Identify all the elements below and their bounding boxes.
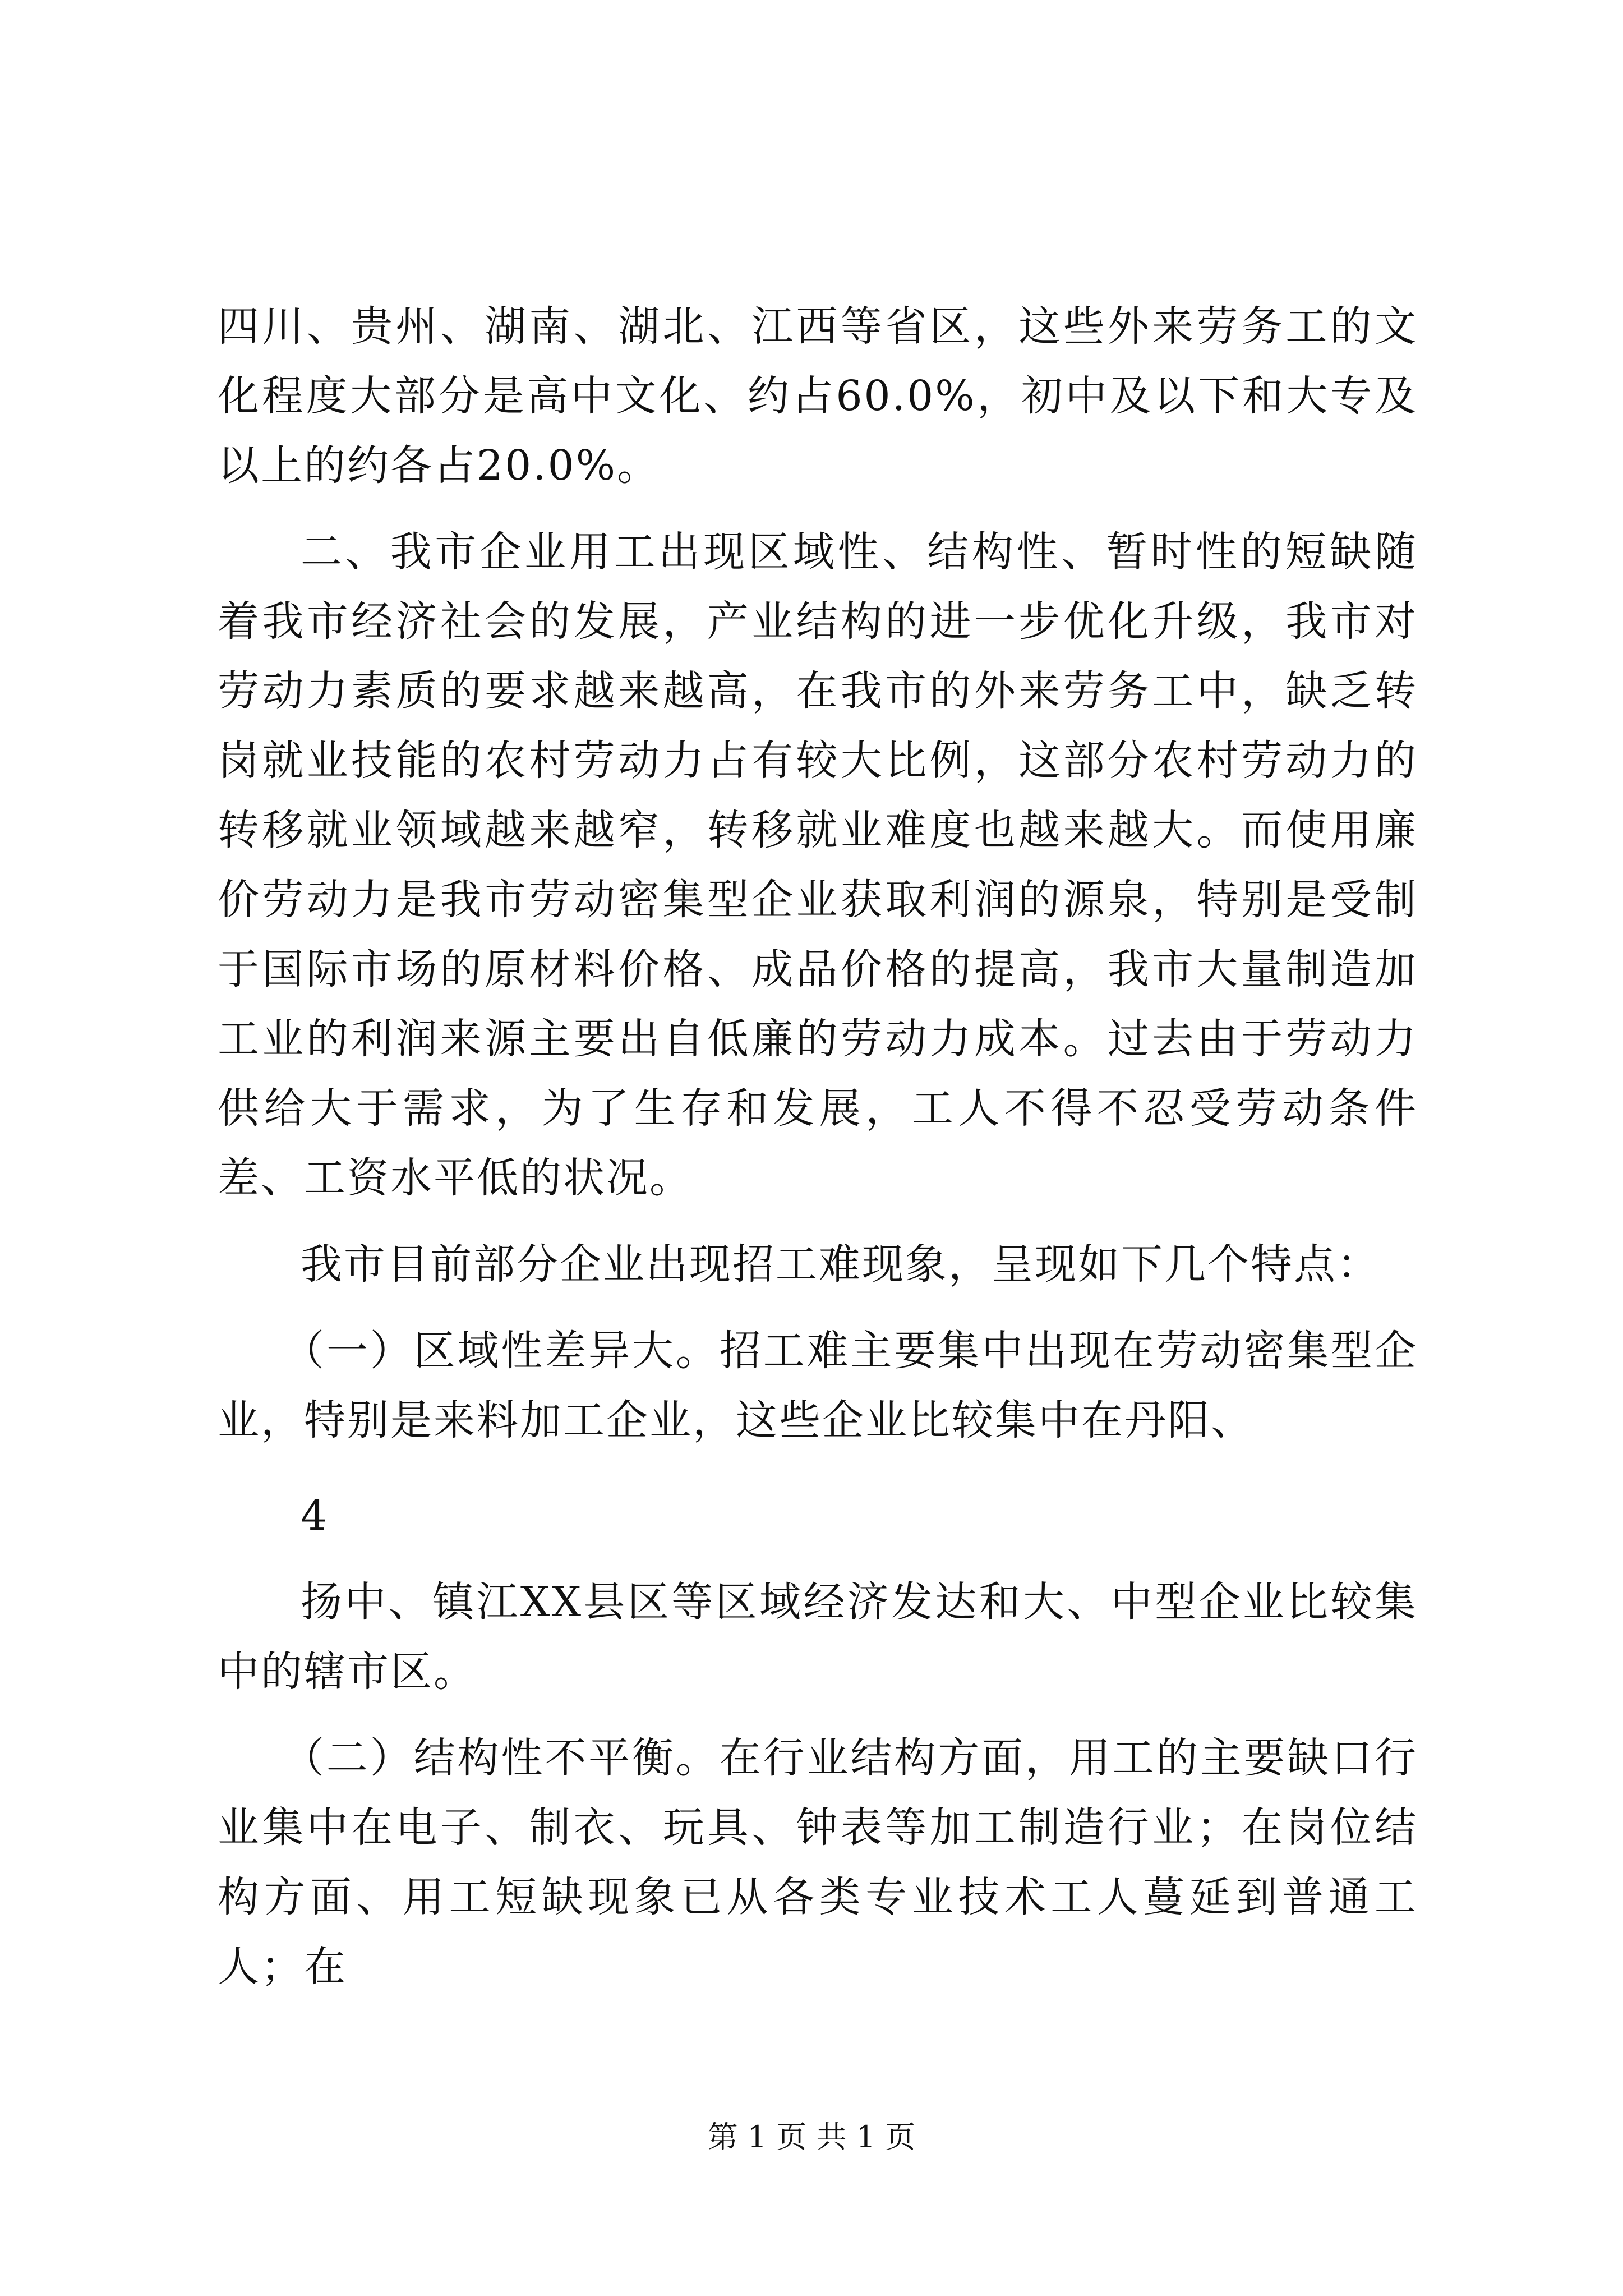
paragraph-3: 我市目前部分企业出现招工难现象，呈现如下几个特点： bbox=[301, 1240, 1380, 1289]
paragraph-5: 扬中、镇江XX县区等区域经济发达和大、中型企业比较集中的辖市区。 bbox=[218, 1578, 1418, 1696]
paragraph-6: （二）结构性不平衡。在行业结构方面，用工的主要缺口行业集中在电子、制衣、玩具、钟表等加工制造行业；在岗位结构方面、用工短缺现象已从各类专业技术工人蔓延到普通工人；在 bbox=[218, 1734, 1418, 1991]
inline-page-number: 4 bbox=[301, 1492, 328, 1540]
paragraph-4: （一）区域性差异大。招工难主要集中出现在劳动密集型企业，特别是来料加工企业，这些企业比较集中在丹阳、 bbox=[218, 1327, 1418, 1444]
page-footer: 第 1 页 共 1 页 bbox=[707, 2119, 916, 2155]
paragraph-1: 四川、贵州、湖南、湖北、江西等省区，这些外来劳务工的文化程度大部分是高中文化、约占60.0%，初中及以下和大专及以上的约各占20.0%。 bbox=[218, 302, 1418, 490]
document-body bbox=[218, 292, 1418, 2001]
paragraph-2: 二、我市企业用工出现区域性、结构性、暂时性的短缺随着我市经济社会的发展，产业结构的进一步优化升级，我市对劳动力素质的要求越来越高，在我市的外来劳务工中，缺乏转岗就业技能的农村劳动力占有较大比例，这部分农村劳动力的转移就业领域越来越窄，转移就业难度也越来越大。而使用廉价劳动力是我市劳动密集型企业获取利润的源泉，特别是受制于国际市场的原材料价格、成品价格的提高，我市大量制造加工业的利润来源主要出自低廉的劳动力成本。过去由于劳动力供给大于需求，为了生存和发展，工人不得不忍受劳动条件差、工资水平低的状况。 bbox=[218, 528, 1418, 1202]
